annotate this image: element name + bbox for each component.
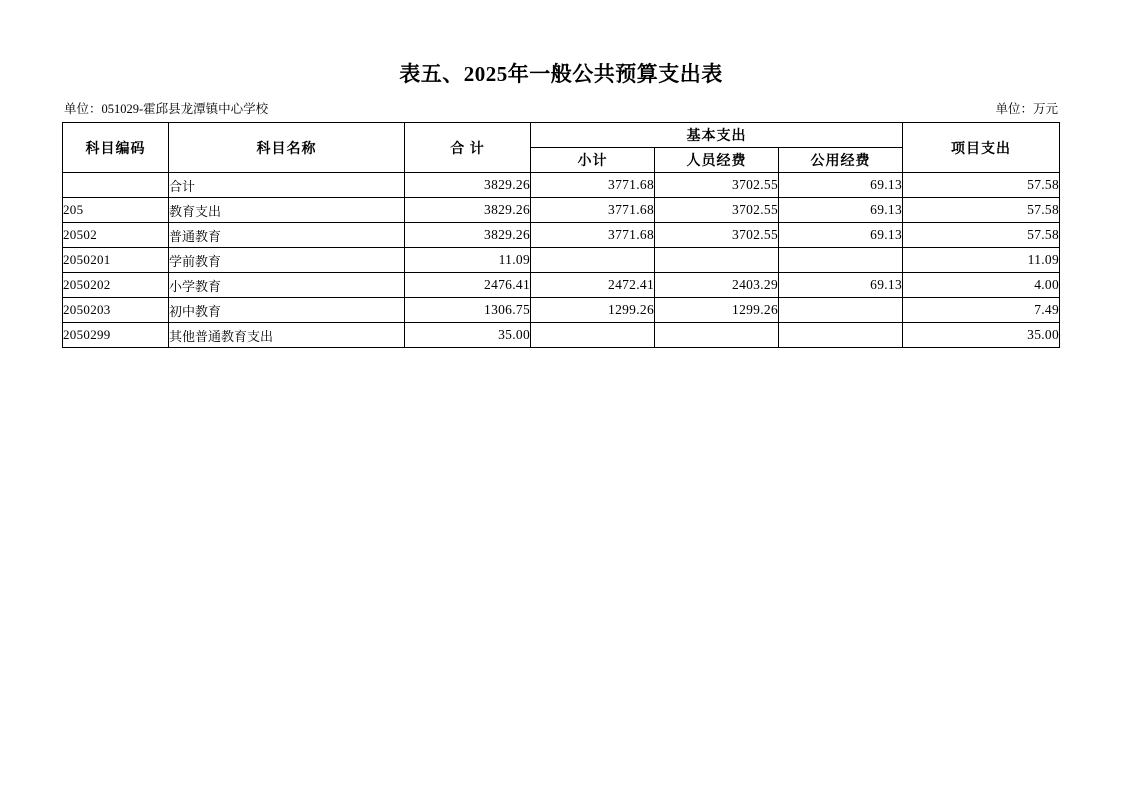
table-body bbox=[63, 173, 1060, 348]
cell-public-cost bbox=[779, 298, 903, 323]
currency-unit-label: 单位：万元 bbox=[995, 102, 1058, 116]
cell-subject-name: 学前教育 bbox=[169, 248, 405, 273]
cell-subject-code: 20502 bbox=[63, 223, 169, 248]
column-header-total: 合 计 bbox=[405, 123, 531, 173]
cell-personnel-cost bbox=[655, 323, 779, 348]
cell-project-expenditure: 4.00 bbox=[903, 273, 1060, 298]
cell-personnel-cost: 2403.29 bbox=[655, 273, 779, 298]
cell-subject-name: 其他普通教育支出 bbox=[169, 323, 405, 348]
cell-basic-subtotal: 1299.26 bbox=[531, 298, 655, 323]
table-row bbox=[63, 198, 1060, 223]
cell-subject-name: 小学教育 bbox=[169, 273, 405, 298]
table-row bbox=[63, 223, 1060, 248]
cell-basic-subtotal bbox=[531, 248, 655, 273]
column-header-code: 科目编码 bbox=[63, 123, 169, 173]
cell-subject-name: 教育支出 bbox=[169, 198, 405, 223]
cell-basic-subtotal: 3771.68 bbox=[531, 173, 655, 198]
cell-personnel-cost: 3702.55 bbox=[655, 173, 779, 198]
cell-basic-subtotal bbox=[531, 323, 655, 348]
cell-basic-subtotal: 3771.68 bbox=[531, 223, 655, 248]
column-header-basic-expenditure: 基本支出 bbox=[531, 123, 903, 148]
cell-public-cost: 69.13 bbox=[779, 173, 903, 198]
column-header-project-expenditure: 项目支出 bbox=[903, 123, 1060, 173]
cell-basic-subtotal: 2472.41 bbox=[531, 273, 655, 298]
cell-subject-code: 2050299 bbox=[63, 323, 169, 348]
cell-subject-name: 初中教育 bbox=[169, 298, 405, 323]
cell-project-expenditure: 35.00 bbox=[903, 323, 1060, 348]
table-row bbox=[63, 298, 1060, 323]
cell-total: 2476.41 bbox=[405, 273, 531, 298]
table-header bbox=[63, 123, 1060, 173]
cell-project-expenditure: 7.49 bbox=[903, 298, 1060, 323]
cell-public-cost: 69.13 bbox=[779, 223, 903, 248]
cell-public-cost: 69.13 bbox=[779, 273, 903, 298]
cell-project-expenditure: 11.09 bbox=[903, 248, 1060, 273]
cell-project-expenditure: 57.58 bbox=[903, 173, 1060, 198]
cell-personnel-cost: 3702.55 bbox=[655, 223, 779, 248]
cell-personnel-cost bbox=[655, 248, 779, 273]
cell-subject-name: 合计 bbox=[169, 173, 405, 198]
cell-public-cost: 69.13 bbox=[779, 198, 903, 223]
cell-public-cost bbox=[779, 248, 903, 273]
budget-expenditure-table bbox=[62, 122, 1060, 348]
page-title: 表五、2025年一般公共预算支出表 bbox=[399, 62, 723, 86]
column-header-public-cost: 公用经费 bbox=[779, 148, 903, 173]
unit-name-label: 单位：051029-霍邱县龙潭镇中心学校 bbox=[64, 102, 269, 116]
cell-total: 35.00 bbox=[405, 323, 531, 348]
cell-basic-subtotal: 3771.68 bbox=[531, 198, 655, 223]
cell-total: 3829.26 bbox=[405, 223, 531, 248]
cell-total: 11.09 bbox=[405, 248, 531, 273]
cell-subject-code: 2050203 bbox=[63, 298, 169, 323]
cell-subject-code: 2050202 bbox=[63, 273, 169, 298]
table-row bbox=[63, 248, 1060, 273]
cell-subject-code: 205 bbox=[63, 198, 169, 223]
cell-public-cost bbox=[779, 323, 903, 348]
cell-subject-code bbox=[63, 173, 169, 198]
table-row bbox=[63, 273, 1060, 298]
cell-total: 1306.75 bbox=[405, 298, 531, 323]
table-row bbox=[63, 323, 1060, 348]
column-header-name: 科目名称 bbox=[169, 123, 405, 173]
table-row bbox=[63, 173, 1060, 198]
cell-subject-code: 2050201 bbox=[63, 248, 169, 273]
column-header-personnel-cost: 人员经费 bbox=[655, 148, 779, 173]
cell-personnel-cost: 3702.55 bbox=[655, 198, 779, 223]
cell-total: 3829.26 bbox=[405, 198, 531, 223]
cell-project-expenditure: 57.58 bbox=[903, 198, 1060, 223]
cell-subject-name: 普通教育 bbox=[169, 223, 405, 248]
column-header-basic-subtotal: 小计 bbox=[531, 148, 655, 173]
cell-total: 3829.26 bbox=[405, 173, 531, 198]
cell-project-expenditure: 57.58 bbox=[903, 223, 1060, 248]
cell-personnel-cost: 1299.26 bbox=[655, 298, 779, 323]
